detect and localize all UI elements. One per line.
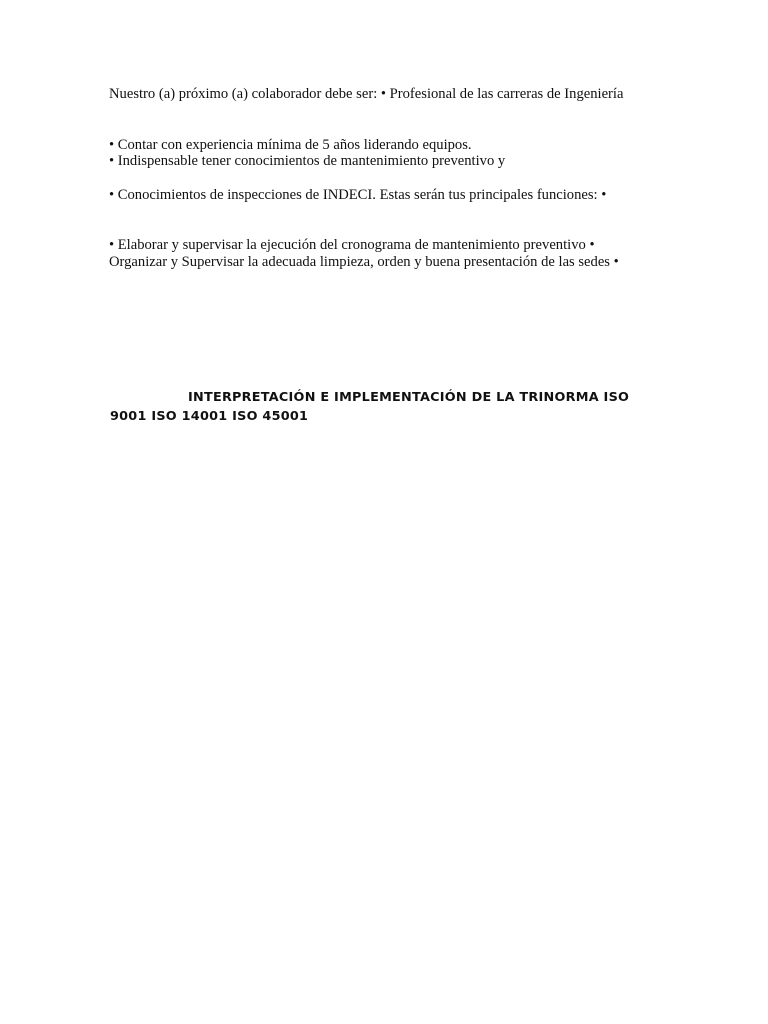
function-schedule: • Elaborar y supervisar la ejecución del cronograma de mantenimiento preventivo • (109, 237, 595, 253)
section-heading (110, 388, 670, 426)
requirement-experience: • Contar con experiencia mínima de 5 años liderando equipos. (109, 137, 472, 153)
requirement-maintenance: • Indispensable tener conocimientos de mantenimiento preventivo y (109, 153, 506, 169)
function-cleaning: Organizar y Supervisar la adecuada limpieza, orden y buena presentación de las sedes • (109, 254, 619, 270)
heading-line-2: 9001 ISO 14001 ISO 45001 (110, 409, 309, 424)
intro-line: Nuestro (a) próximo (a) colaborador debe ser: • Profesional de las carreras de Ingeniería (109, 86, 624, 102)
requirement-indeci: • Conocimientos de inspecciones de INDECI. Estas serán tus principales funciones: • (109, 187, 607, 203)
heading-line-1: INTERPRETACIÓN E IMPLEMENTACIÓN DE LA TRINORMA ISO (188, 390, 630, 405)
